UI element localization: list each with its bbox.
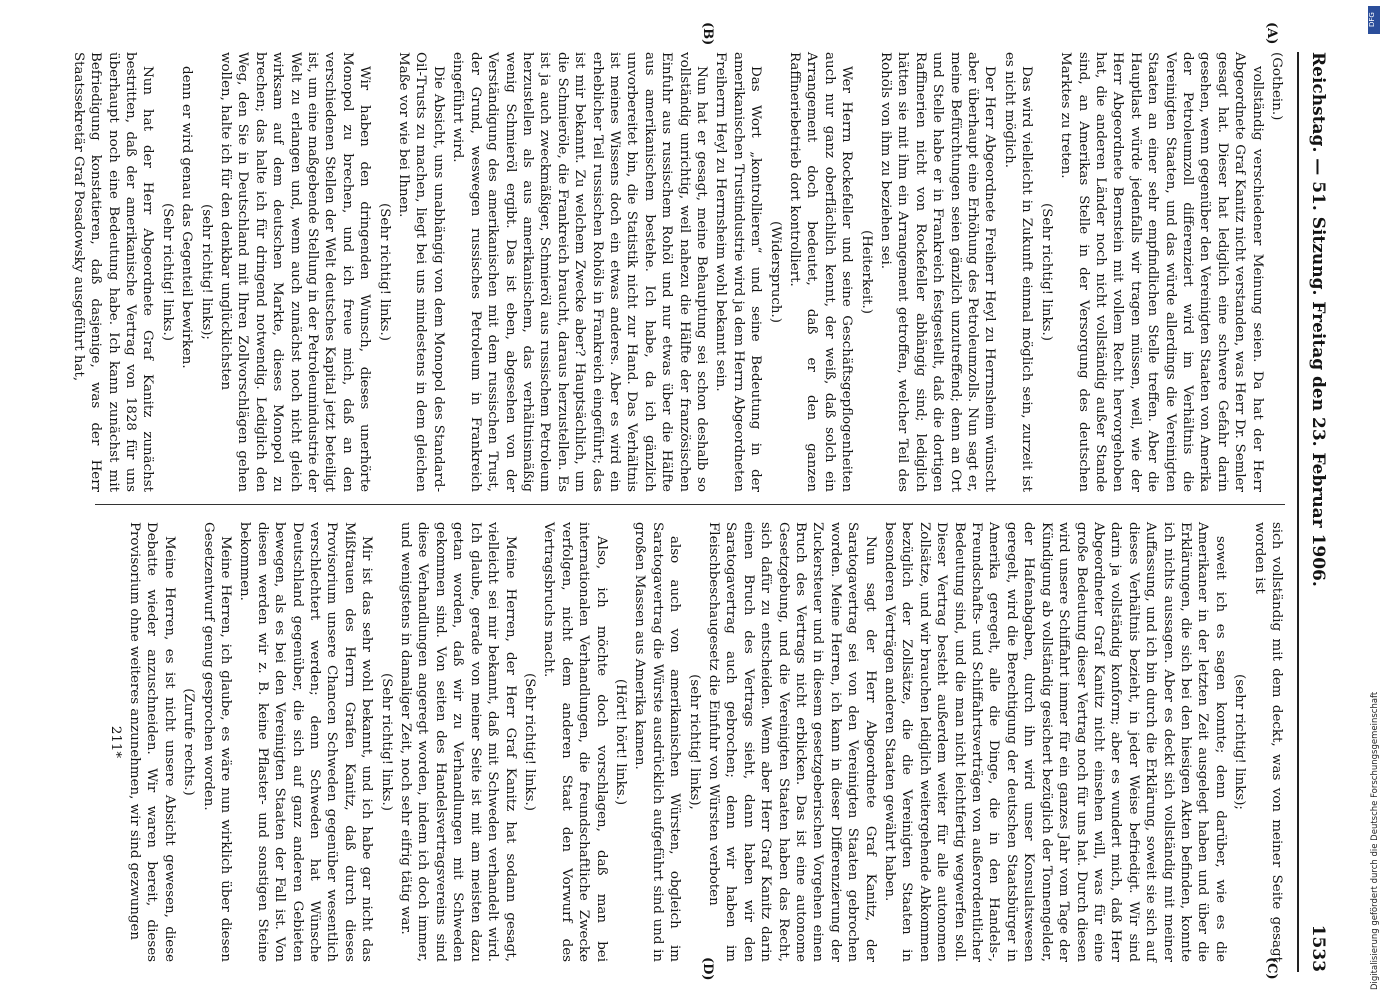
right-column-paragraph: 211*	[107, 725, 123, 759]
right-column-paragraph: sich vollständig mit dem deckt, was von meiner Seite gesagt worden ist	[1251, 522, 1284, 962]
left-column-paragraph: (Sehr richtig! links.)	[376, 203, 392, 341]
left-column-paragraph: Wer Herrn Rockefeller und seine Geschäftsgepflogenheiten auch nur ganz oberflächlich kennt, der weiß, daß solch ein Arrangement doch bedeutet, daß er den ganzen Raffineriebetrieb dort kontrolliert.	[787, 52, 855, 492]
right-column-paragraph: (sehr richtig! links),	[686, 674, 702, 810]
right-column-paragraph: also auch von amerikanischen Würsten, obgleich im Saratogavertrag die Würste ausdrücklich aufgeführt sind und in großen Massen aus Amerika kamen.	[632, 522, 683, 962]
left-column-paragraph: (Heiterkeit.)	[858, 230, 874, 314]
left-column-paragraph: (Sehr richtig! links.)	[159, 203, 175, 341]
left-text-column	[70, 52, 1285, 492]
digitization-note: Digitalisierung gefördert durch die Deutsche Forschungsgemeinschaft	[1370, 691, 1380, 990]
left-column-paragraph: Nun hat er gesagt, meine Behauptung sei schon deshalb so vollständig unrichtig, weil nahezu die Hälfte der französischen Einfuhr aus russischem Rohöl und nur etwas über die Hälfte aus amerikanischem bestehe. Ich habe, da ich gänzlich unvorbereitet bin, die Statistik nicht zur Hand. Das Verhältnis ist meines Wissens doch ein etwas anderes. Aber es wird ein erheblicher Teil russischen Rohöls in Frankreich eingeführt; das ist mir bekannt. Zu welchem Zwecke aber? Hauptsächlich, um die Schmieröle, die Frankreich braucht, daraus herzustellen. Es ist ja auch zweckmäßiger, Schmieröl aus russischem Petroleum herzustellen als aus amerikanischem, das verhältnismäßig wenig Schmieröl ergibt. Das ist eben, abgesehen von der Verständigung des amerikanischen mit dem russischen Trust, der Grund, weswegen russisches Petroleum in Frankreich eingeführt wird.	[450, 52, 709, 492]
left-column-paragraph: Der Herr Abgeordnete Freiherr Heyl zu Herrnsheim wünscht aber überhaupt eine Erhöhung des Petroleumzolls. Nun sagt er, meine Befürchtungen seien gänzlich unzutreffend; denn an Ort und Stelle habe er in Frankreich festgestellt, daß die dortigen Raffinerien nicht von Rockefeller abhängig sind; lediglich hätten sie mit ihm ein Arrangement getroffen, welcher Teil des Rohöls von ihm zu beziehen sei.	[878, 52, 998, 492]
margin-marker-c: (C)	[1264, 957, 1279, 980]
margin-marker-d: (D)	[700, 957, 715, 981]
dfg-logo: DFG	[1368, 6, 1380, 34]
right-column-paragraph: Also, ich möchte doch vorschlagen, daß man bei internationalen Verhandlungen, die freundschaftliche Zwecke verfolgen, nicht dem anderen Staat den Vorwurf des Vertragsbruchs macht.	[541, 522, 609, 962]
page-header	[1297, 52, 1337, 972]
left-column-paragraph: (sehr richtig! links);	[198, 204, 214, 340]
right-column-paragraph: Meine Herren, es ist nicht unsere Absicht gewesen, diese Debatte wieder anzuschneiden. Wir waren bereit, dieses Provisorium ohne weiteres anzunehmen, wir sind gezwungen	[127, 522, 177, 962]
header-title: Reichstag. — 51. Sitzung. Freitag den 23. Februar 1906.	[1308, 52, 1328, 587]
left-column-paragraph: Nun hat der Herr Abgeordnete Graf Kanitz zunächst bestritten, daß der amerikanische Vertrag von 1828 für uns überhaupt noch eine Bedeutung habe. Ich kann zunächst mit Befriedigung konstatieren, daß dasjenige, was der Herr Staatssekretär Graf Posadowsky ausgeführt hat,	[70, 52, 156, 492]
right-column-paragraph: Meine Herren, der Herr Graf Kanitz hat sodann gesagt, vielleicht sei mir bekannt, daß mit Schweden verhandelt wird. Ich glaube, gerade von meiner Seite ist mit am meisten dazu getan worden, daß wir zu Verhandlungen mit Schweden gekommen sind. Von seiten des Handelsvertragsvereins sind diese Verhandlungen angeregt worden, indem ich doch immer, und wenigstens in damaliger Zeit, noch sehr eifrig tätig war.	[398, 522, 518, 962]
margin-marker-b: (B)	[700, 22, 715, 46]
left-column-paragraph: vollständig verschiedener Meinung seien. Da hat der Herr Abgeordnete Graf Kanitz nicht verstanden, was Herr Dr. Semler gesagt hat. Dieser hat lediglich eine schwere Gefahr darin gesehen, wenn gegenüber den Vereinigten Staaten von Amerika der Petroleumzoll differenziert wird im Verhältnis die Vereinigten Staaten, und das würde allerdings die Vereinigten Staaten an einer sehr empfindlichen Stelle treffen. Aber die Hauptlast würde jedenfalls wir tragen müssen, weil, wie der Herr Abgeordnete Bernstein mit vollem Recht hervorgehoben hat, die anderen Länder noch nicht vollständig außer Stande sind, an Amerikas Stelle in der Versorgung des deutschen Marktes zu treten.	[1058, 52, 1265, 492]
page-number: 1533	[1308, 924, 1328, 972]
left-column-paragraph: (Sehr richtig! links.)	[1038, 203, 1054, 341]
right-column-paragraph: soweit ich es sagen konnte; denn darüber, wie es die Amerikaner in der letzten Zeit ausgelegt haben und über die Erklärungen, die sich bei den hiesigen Akten befinden, konnte ich nichts aussagen. Aber es deckt sich vollständig mit meiner Auffassung, und ich bin durch die Erklärung, soweit sie sich auf dieses Verhältnis bezieht, in jeder Weise befriedigt. Wir sind darin ja vollständig konform; aber es wundert mich, daß Herr Abgeordneter Graf Kanitz nicht einsehen will, was für eine große Bedeutung dieser Vertrag noch für uns hat. Durch diesen wird unsere Schiffahrt immer für ein ganzes Jahr vom Tage der Kündigung ab vollständig gesichert bezüglich der Tonnengelder, der Hafenabgaben, durch ihn wird unser Konsulatswesen geregelt, wird die Berechtigung der deutschen Staatsbürger in Amerika geregelt, alle die Dinge, die in den Handels-, Freundschafts- und Schiffahrtsverträgen von außerordentlicher Bedeutung sind, und die man nicht leichtfertig wegwerfen soll. Dieser Vertrag besteht außerdem weiter für alle autonomen Zollsätze, und wir brauchen lediglich weitergehende Abkommen bezüglich der Zollsätze, die die Vereinigten Staaten in besonderen Verträgen anderen Staaten gewährt haben.	[882, 522, 1228, 962]
column-divider	[95, 504, 1285, 505]
right-column-paragraph: (Sehr richtig! links.)	[521, 673, 537, 811]
right-column-paragraph: Nun sagt der Herr Abgeordnete Graf Kanitz, der Saratogavertrag sei von den Vereinigten Staaten gebrochen worden. Meine Herren, ich kann in dieser Differenzierung der Zuckersteuer und in diesem gesetzgeberischen Vorgehen einen Bruch des Vertrags nicht erblicken. Das ist eine autonome Gesetzgebung, und die Vereinigten Staaten haben das Recht, sich dafür zu entscheiden. Wenn aber Herr Graf Kanitz darin einen Bruch des Vertrags sieht, dann haben wir den Saratogavertrag auch gebrochen; denn wir haben im Fleischbeschaugesetz die Einfuhr von Würsten verboten	[706, 522, 878, 962]
left-column-paragraph: (Widerspruch.)	[767, 220, 783, 323]
right-column-paragraph: (Hört! hört! links.)	[612, 678, 628, 806]
left-column-paragraph: (Gothein.)	[1269, 52, 1284, 121]
right-column-paragraph: (Sehr richtig! links.)	[378, 673, 394, 811]
right-column-paragraph: Meine Herren, ich glaube, es wäre nun wirklich über diesen Gesetzentwurf genug gesprochen worden.	[200, 522, 234, 962]
rotated-page-content	[55, 22, 1355, 982]
right-column-paragraph: Mir ist das sehr wohl bekannt, und ich habe gar nicht das Mißtrauen des Herrn Grafen Kanitz, daß durch dieses Provisorium unsere Chancen Schweden gegenüber wesentlich verschlechtert werden; denn Schweden hat Wünsche Deutschland gegenüber, die sich auf ganz anderen Gebieten bewegen, als es bei den Vereinigten Staaten der Fall ist. Von diesen werden wir z. B. keine Pflaster- und sonstigen Steine bekommen.	[237, 522, 375, 962]
margin-marker-a: (A)	[1264, 22, 1279, 45]
right-column-paragraph: (Zurufe rechts.)	[181, 688, 197, 796]
left-column-paragraph: Das Wort „kontrollieren“ und seine Bedeutung in der amerikanischen Trustindustrie wird ja dem Herrn Abgeordneten Freiherrn Heyl zu Herrnsheim wohl bekannt sein.	[713, 52, 764, 492]
left-column-paragraph: Die Absicht, uns unabhängig von dem Monopol des Standard-Oil-Trusts zu machen, liegt bei uns mindestens in dem gleichen Maße vor wie bei Ihnen.	[396, 52, 446, 492]
left-column-paragraph: Das wird vielleicht in Zukunft einmal möglich sein, zurzeit ist es nicht möglich.	[1001, 52, 1035, 492]
left-column-paragraph: Wir haben den dringenden Wunsch, dieses unerhörte Monopol zu brechen, und ich freue mich, daß an den verschiedenen Stellen der Welt deutsches Kapital jetzt beteiligt ist, um eine maßgebende Stellung in der Petroleumindustrie der Welt zu erlangen und, wenn auch zunächst noch nicht gleich wirksam auf dem deutschen Markte, dieses Monopol zu brechen; das halte ich für dringend notwendig. Lediglich den Weg, den Sie in Deutschland mit Ihren Zollvorschlägen gehen wollen, halte ich für den denkbar unglücklichsten	[218, 52, 373, 492]
right-column-paragraph: (sehr richtig! links);	[1232, 674, 1248, 810]
right-text-column	[85, 522, 1285, 962]
left-column-paragraph: denn er wird genau das Gegenteil bewirken.	[179, 66, 195, 369]
